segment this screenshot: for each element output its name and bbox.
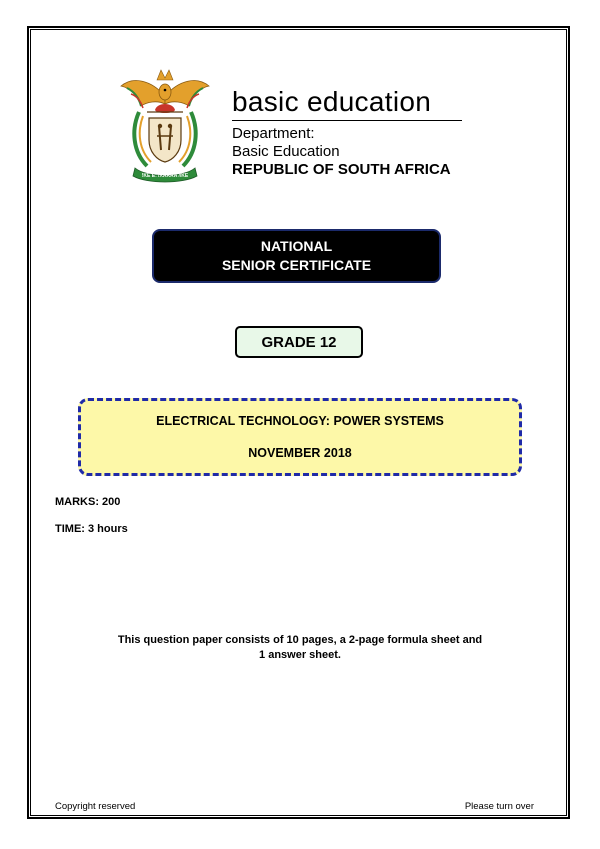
brand-underline <box>232 120 462 121</box>
department-name: Basic Education <box>232 143 340 160</box>
subject-panel <box>78 398 522 476</box>
coat-of-arms-icon <box>117 66 213 186</box>
country-name: REPUBLIC OF SOUTH AFRICA <box>232 161 451 178</box>
department-branding <box>232 86 462 179</box>
marks-info: MARKS: 200 <box>55 496 121 508</box>
certificate-line-1: NATIONAL <box>260 238 333 254</box>
crest-motto: !KE E: /XARRA //KE <box>141 173 189 179</box>
brand-name: basic education <box>232 86 432 117</box>
composition-line-1: This question paper consists of 10 pages, a 2-page formula sheet and <box>117 634 483 646</box>
composition-line-2: 1 answer sheet. <box>259 649 341 661</box>
footer-turn-over: Please turn over <box>464 801 534 812</box>
grade-label: GRADE 12 <box>261 333 337 351</box>
certificate-banner <box>152 229 441 283</box>
time-info: TIME: 3 hours <box>55 523 128 535</box>
subject-title: ELECTRICAL TECHNOLOGY: POWER SYSTEMS <box>156 414 444 428</box>
exam-date: NOVEMBER 2018 <box>248 446 352 460</box>
grade-badge <box>235 326 363 358</box>
certificate-line-2: SENIOR CERTIFICATE <box>221 257 372 273</box>
footer-copyright: Copyright reserved <box>55 801 136 812</box>
department-label: Department: <box>232 125 315 142</box>
paper-composition <box>70 633 530 663</box>
